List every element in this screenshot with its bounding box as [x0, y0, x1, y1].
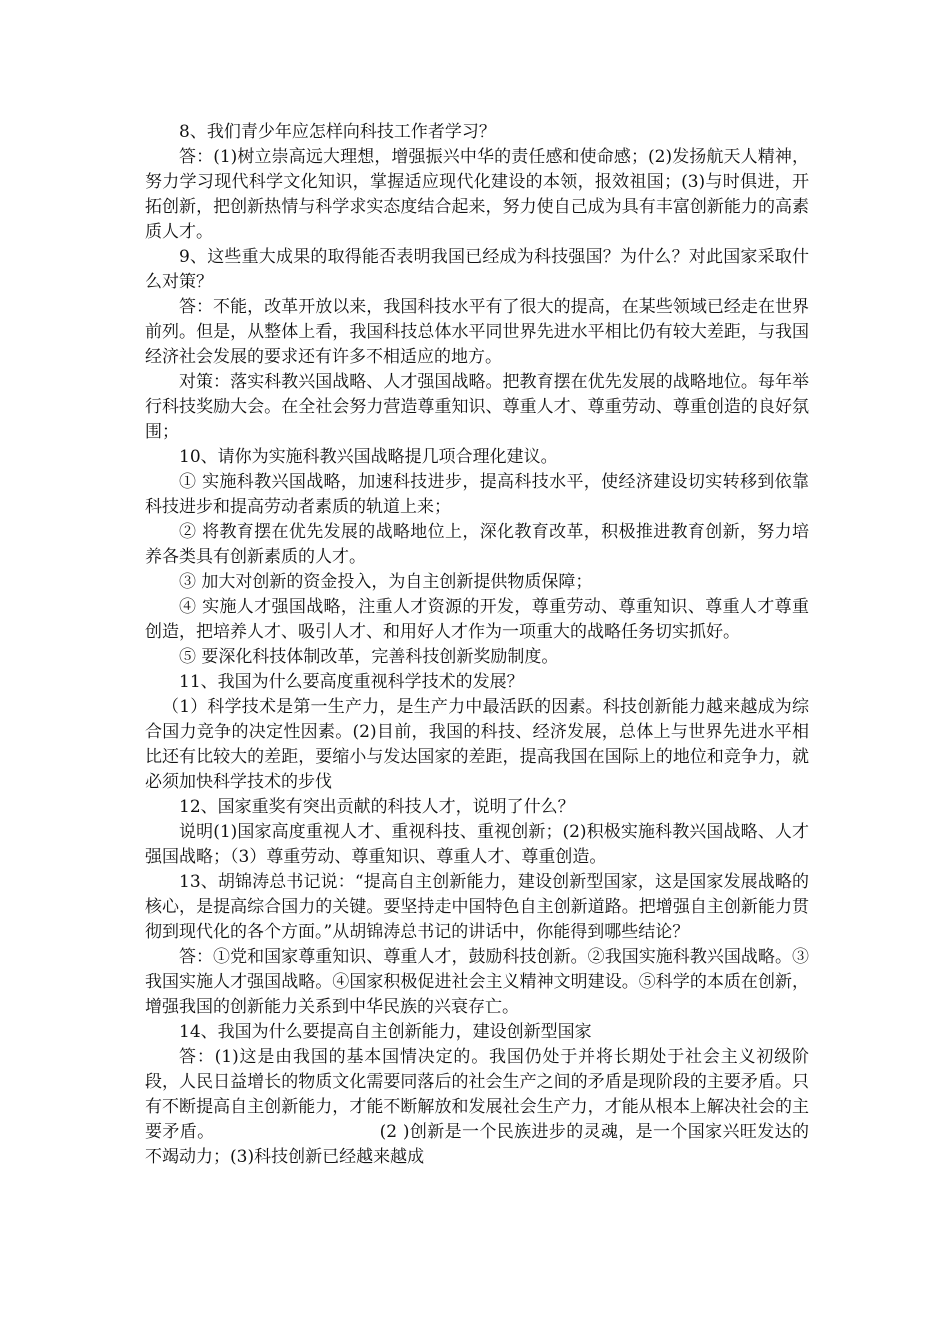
- suggestion-4: ④ 实施人才强国战略，注重人才资源的开发，尊重劳动、尊重知识、尊重人才尊重创造，把培养人才、吸引人才、和用好人才作为一项重大的战略任务切实抓好。: [145, 597, 809, 642]
- suggestion-3: ③ 加大对创新的资金投入，为自主创新提供物质保障；: [179, 572, 593, 592]
- answer-14: 答：(1)这是由我国的基本国情决定的。我国仍处于并将长期处于社会主义初级阶段，人民日益增长的物质文化需要同落后的社会生产之间的矛盾是现阶段的主要矛盾。只有不断提高自主创新能力，才能不断解放和发展社会生产力，才能从根本上解决社会的主要矛盾。 (2 )创新是一个民族进步的灵魂，是一个国家兴旺发达的不竭动力；(3)科技创新已经越来越成: [145, 1047, 809, 1167]
- answer-11: （1）科学技术是第一生产力，是生产力中最活跃的因素。科技创新能力越来越成为综合国力竞争的决定性因素。(2)目前，我国的科技、经济发展，总体上与世界先进水平相比还有比较大的差距，要缩小与发达国家的差距，提高我国在国际上的地位和竞争力，就必须加快科学技术的步伐: [145, 697, 809, 792]
- answer-9: 答：不能，改革开放以来，我国科技水平有了很大的提高，在某些领域已经走在世界前列。但是，从整体上看，我国科技总体水平同世界先进水平相比仍有较大差距，与我国经济社会发展的要求还有许多不相适应的地方。: [145, 297, 809, 367]
- question-14: 14、我国为什么要提高自主创新能力，建设创新型国家: [179, 1022, 592, 1042]
- question-11: 11、我国为什么要高度重视科学技术的发展？: [179, 672, 524, 692]
- question-12: 12、国家重奖有突出贡献的科技人才，说明了什么？: [179, 797, 575, 817]
- suggestion-5: ⑤ 要深化科技体制改革，完善科技创新奖励制度。: [179, 647, 559, 667]
- question-9: 9、这些重大成果的取得能否表明我国已经成为科技强国？为什么？对此国家采取什么对策？: [145, 247, 809, 292]
- question-13: 13、胡锦涛总书记说：“提高自主创新能力，建设创新型国家，这是国家发展战略的核心，是提高综合国力的关键。要坚持走中国特色自主创新道路。把增强自主创新能力贯彻到现代化的各个方面。”从胡锦涛总书记的讲话中，你能得到哪些结论？: [145, 872, 809, 942]
- suggestion-2: ② 将教育摆在优先发展的战略地位上，深化教育改革，积极推进教育创新，努力培养各类具有创新素质的人才。: [145, 522, 809, 567]
- document-body: [145, 120, 809, 1170]
- question-10: 10、请你为实施科教兴国战略提几项合理化建议。: [179, 447, 558, 467]
- answer-8: 答：(1)树立崇高远大理想，增强振兴中华的责任感和使命感；(2)发扬航天人精神，努力学习现代科学文化知识，掌握适应现代化建设的本领，报效祖国；(3)与时俱进，开拓创新，把创新热情与科学求实态度结合起来，努力使自己成为具有丰富创新能力的高素质人才。: [145, 147, 809, 242]
- answer-12: 说明(1)国家高度重视人才、重视科技、重视创新；(2)积极实施科教兴国战略、人才强国战略；（3）尊重劳动、尊重知识、尊重人才、尊重创造。: [145, 822, 809, 867]
- answer-13: 答：①党和国家尊重知识、尊重人才，鼓励科技创新。②我国实施科教兴国战略。③我国实施人才强国战略。④国家积极促进社会主义精神文明建设。⑤科学的本质在创新，增强我国的创新能力关系到中华民族的兴衰存亡。: [145, 947, 809, 1017]
- countermeasures-9: 对策：落实科教兴国战略、人才强国战略。把教育摆在优先发展的战略地位。每年举行科技奖励大会。在全社会努力营造尊重知识、尊重人才、尊重劳动、尊重创造的良好氛围；: [145, 372, 809, 442]
- question-8: 8、我们青少年应怎样向科技工作者学习？: [179, 122, 496, 142]
- suggestion-1: ① 实施科教兴国战略，加速科技进步，提高科技水平，使经济建设切实转移到依靠科技进步和提高劳动者素质的轨道上来；: [145, 472, 809, 517]
